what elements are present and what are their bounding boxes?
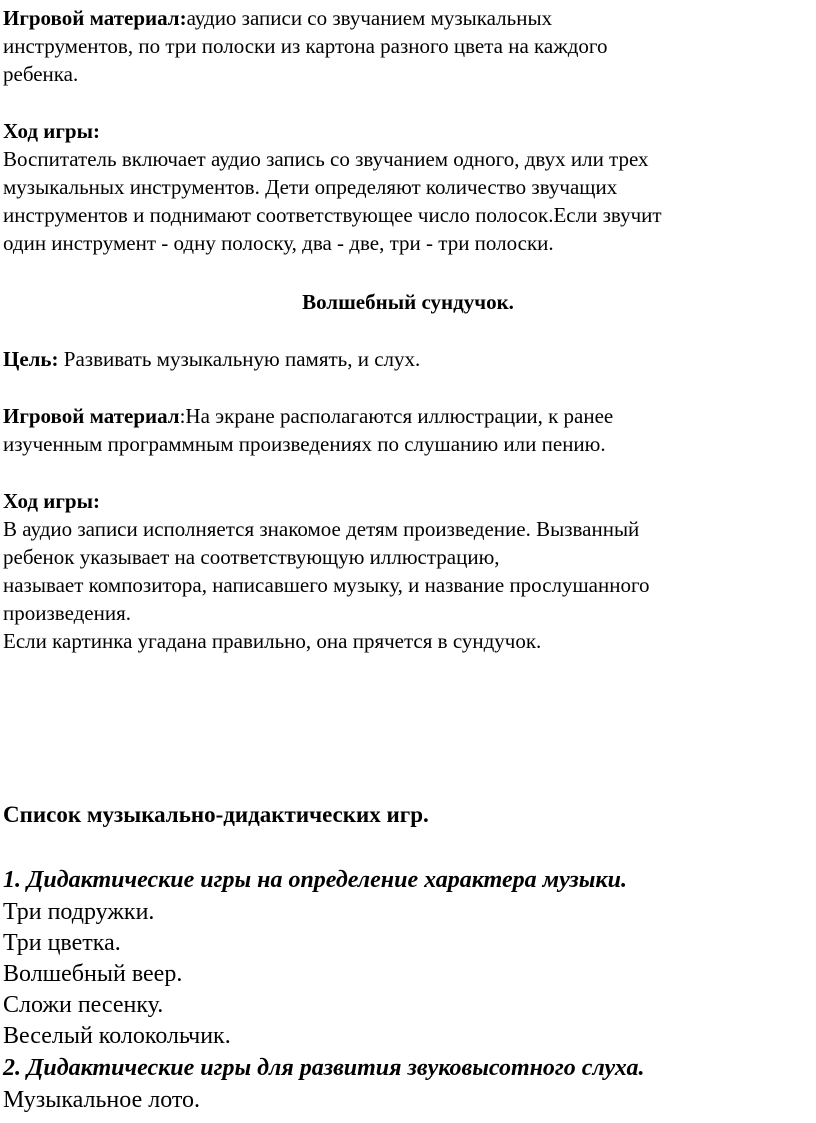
game2-material-line2: изученным программным произведениях по слушанию или пению.	[3, 432, 606, 456]
game1-course-line2: музыкальных инструментов. Дети определяют количество звучащих	[3, 175, 618, 199]
game2-course-line4: произведения.	[3, 601, 131, 625]
game2-course-line2: ребенок указывает на соответствующую иллюстрацию,	[3, 545, 500, 569]
game2-course-line3: называет композитора, написавшего музыку, и название прослушанного	[3, 573, 650, 597]
game1-course-line1: Воспитатель включает аудио запись со звучанием одного, двух или трех	[3, 147, 649, 171]
game2-goal-label: Цель:	[3, 347, 59, 371]
game2-goal-text: Развивать музыкальную память, и слух.	[58, 347, 421, 371]
game2-title: Волшебный сундучок.	[302, 290, 514, 314]
game1-material-label: Игровой материал:	[3, 6, 187, 30]
list-section2-title: 2. Дидактические игры для развития звуковысотного слуха.	[3, 1055, 645, 1081]
game1-course-line3: инструментов и поднимают соответствующее число полосок.Если звучит	[3, 203, 662, 227]
game1-material-line2: инструментов, по три полоски из картона разного цвета на каждого	[3, 34, 608, 58]
game2-course-line1: В аудио записи исполняется знакомое детям произведение. Вызванный	[3, 517, 640, 541]
game1-course-line4: один инструмент - одну полоску, два - две, три - три полоски.	[3, 231, 554, 255]
list-item: Три цветка.	[3, 930, 121, 956]
list-item: Музыкальное лото.	[3, 1087, 201, 1113]
game2-material-line1	[3, 402, 613, 430]
game1-material-line1	[3, 4, 552, 32]
game1-course-label: Ход игры:	[3, 119, 100, 143]
game2-course-line5: Если картинка угадана правильно, она прячется в сундучок.	[3, 629, 542, 653]
list-item: Сложи песенку.	[3, 992, 164, 1018]
game2-goal-line	[3, 345, 420, 373]
list-section1-title: 1. Дидактические игры на определение характера музыки.	[3, 867, 627, 893]
list-item: Три подружки.	[3, 899, 155, 925]
game2-course-label: Ход игры:	[3, 489, 100, 513]
game1-material-line3: ребенка.	[3, 62, 79, 86]
list-heading: Список музыкально-дидактических игр.	[3, 802, 429, 827]
list-item: Веселый колокольчик.	[3, 1023, 231, 1049]
game1-material-text1: аудио записи со звучанием музыкальных	[186, 6, 553, 30]
game2-material-label: Игровой материал	[3, 404, 180, 428]
game2-material-text1: :На экране располагаются иллюстрации, к ранее	[179, 404, 614, 428]
list-item: Волшебный веер.	[3, 961, 183, 987]
